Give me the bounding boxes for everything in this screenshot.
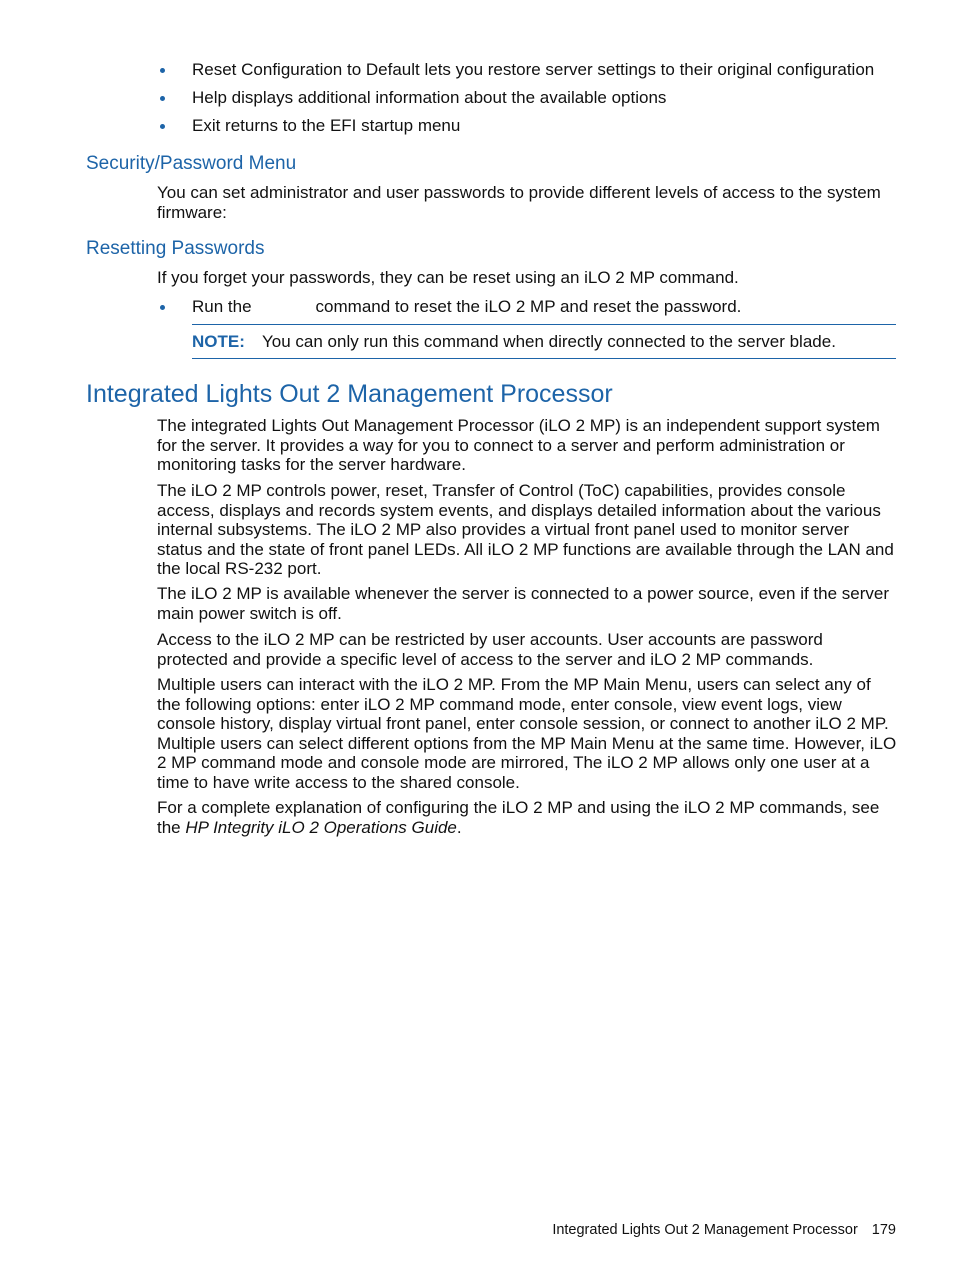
list-item: Reset Configuration to Default lets you restore server settings to their original configuration: [157, 56, 897, 84]
ilo-paragraph: The iLO 2 MP controls power, reset, Transfer of Control (ToC) capabilities, provides console access, displays and records system events, and displays detailed information about the various internal subsystems. The iLO 2 MP also provides a virtual front panel used to monitor server status and the state of front panel LEDs. All iLO 2 MP functions are available through the LAN and the local RS-232 port.: [157, 481, 894, 578]
note-label: NOTE:: [192, 332, 245, 351]
option-bullet-list: [157, 56, 897, 140]
ilo-paragraph: The iLO 2 MP is available whenever the server is connected to a power source, even if the server main power switch is off.: [157, 584, 890, 623]
reference-text: For a complete explanation of configuring the iLO 2 MP and using the iLO 2 MP commands, see the: [157, 798, 880, 837]
reset-bullet-after: command to reset the iLO 2 MP and reset the password.: [315, 297, 742, 316]
guide-title: HP Integrity iLO 2 Operations Guide: [185, 817, 457, 837]
reference-end: .: [456, 817, 462, 837]
list-item: Exit returns to the EFI startup menu: [157, 112, 897, 140]
list-item: Help displays additional information about the available options: [157, 84, 897, 112]
page-footer: [552, 1222, 896, 1238]
note-text: You can only run this command when directly connected to the server blade.: [262, 332, 836, 351]
footer-title: Integrated Lights Out 2 Management Processor: [552, 1222, 858, 1238]
reset-bullet-before: Run the: [192, 297, 252, 316]
resetting-passwords-body: If you forget your passwords, they can be reset using an iLO 2 MP command.: [157, 268, 739, 287]
ilo-section-heading: Integrated Lights Out 2 Management Processor: [86, 380, 613, 408]
ilo-paragraph: Access to the iLO 2 MP can be restricted by user accounts. User accounts are password protected and provide a specific level of access to the server and iLO 2 MP commands.: [157, 630, 823, 669]
resetting-passwords-heading: Resetting Passwords: [86, 238, 265, 259]
ilo-reference-paragraph: [157, 798, 897, 837]
security-password-heading: Security/Password Menu: [86, 153, 297, 174]
security-password-body: You can set administrator and user passwords to provide different levels of access to the system firmware:: [157, 183, 881, 222]
ilo-paragraph: Multiple users can interact with the iLO 2 MP. From the MP Main Menu, users can select any of the following options: enter iLO 2 MP command mode, enter console, view event logs, view console history, display virtual front panel, enter console session, or connect to another iLO 2 MP. Multiple users can select different options from the MP Main Menu at the same time. However, iLO 2 MP command mode and console mode are mirrored, The iLO 2 MP allows only one user at a time to have write access to the shared console.: [157, 675, 897, 792]
note-box: [192, 324, 896, 359]
list-item: [157, 293, 897, 321]
reset-bullet-list: [157, 293, 897, 321]
ilo-paragraph: The integrated Lights Out Management Processor (iLO 2 MP) is an independent support system for the server. It provides a way for you to connect to a server and perform administration or monitoring tasks for the server hardware.: [157, 416, 880, 474]
page-number: 179: [871, 1222, 896, 1238]
